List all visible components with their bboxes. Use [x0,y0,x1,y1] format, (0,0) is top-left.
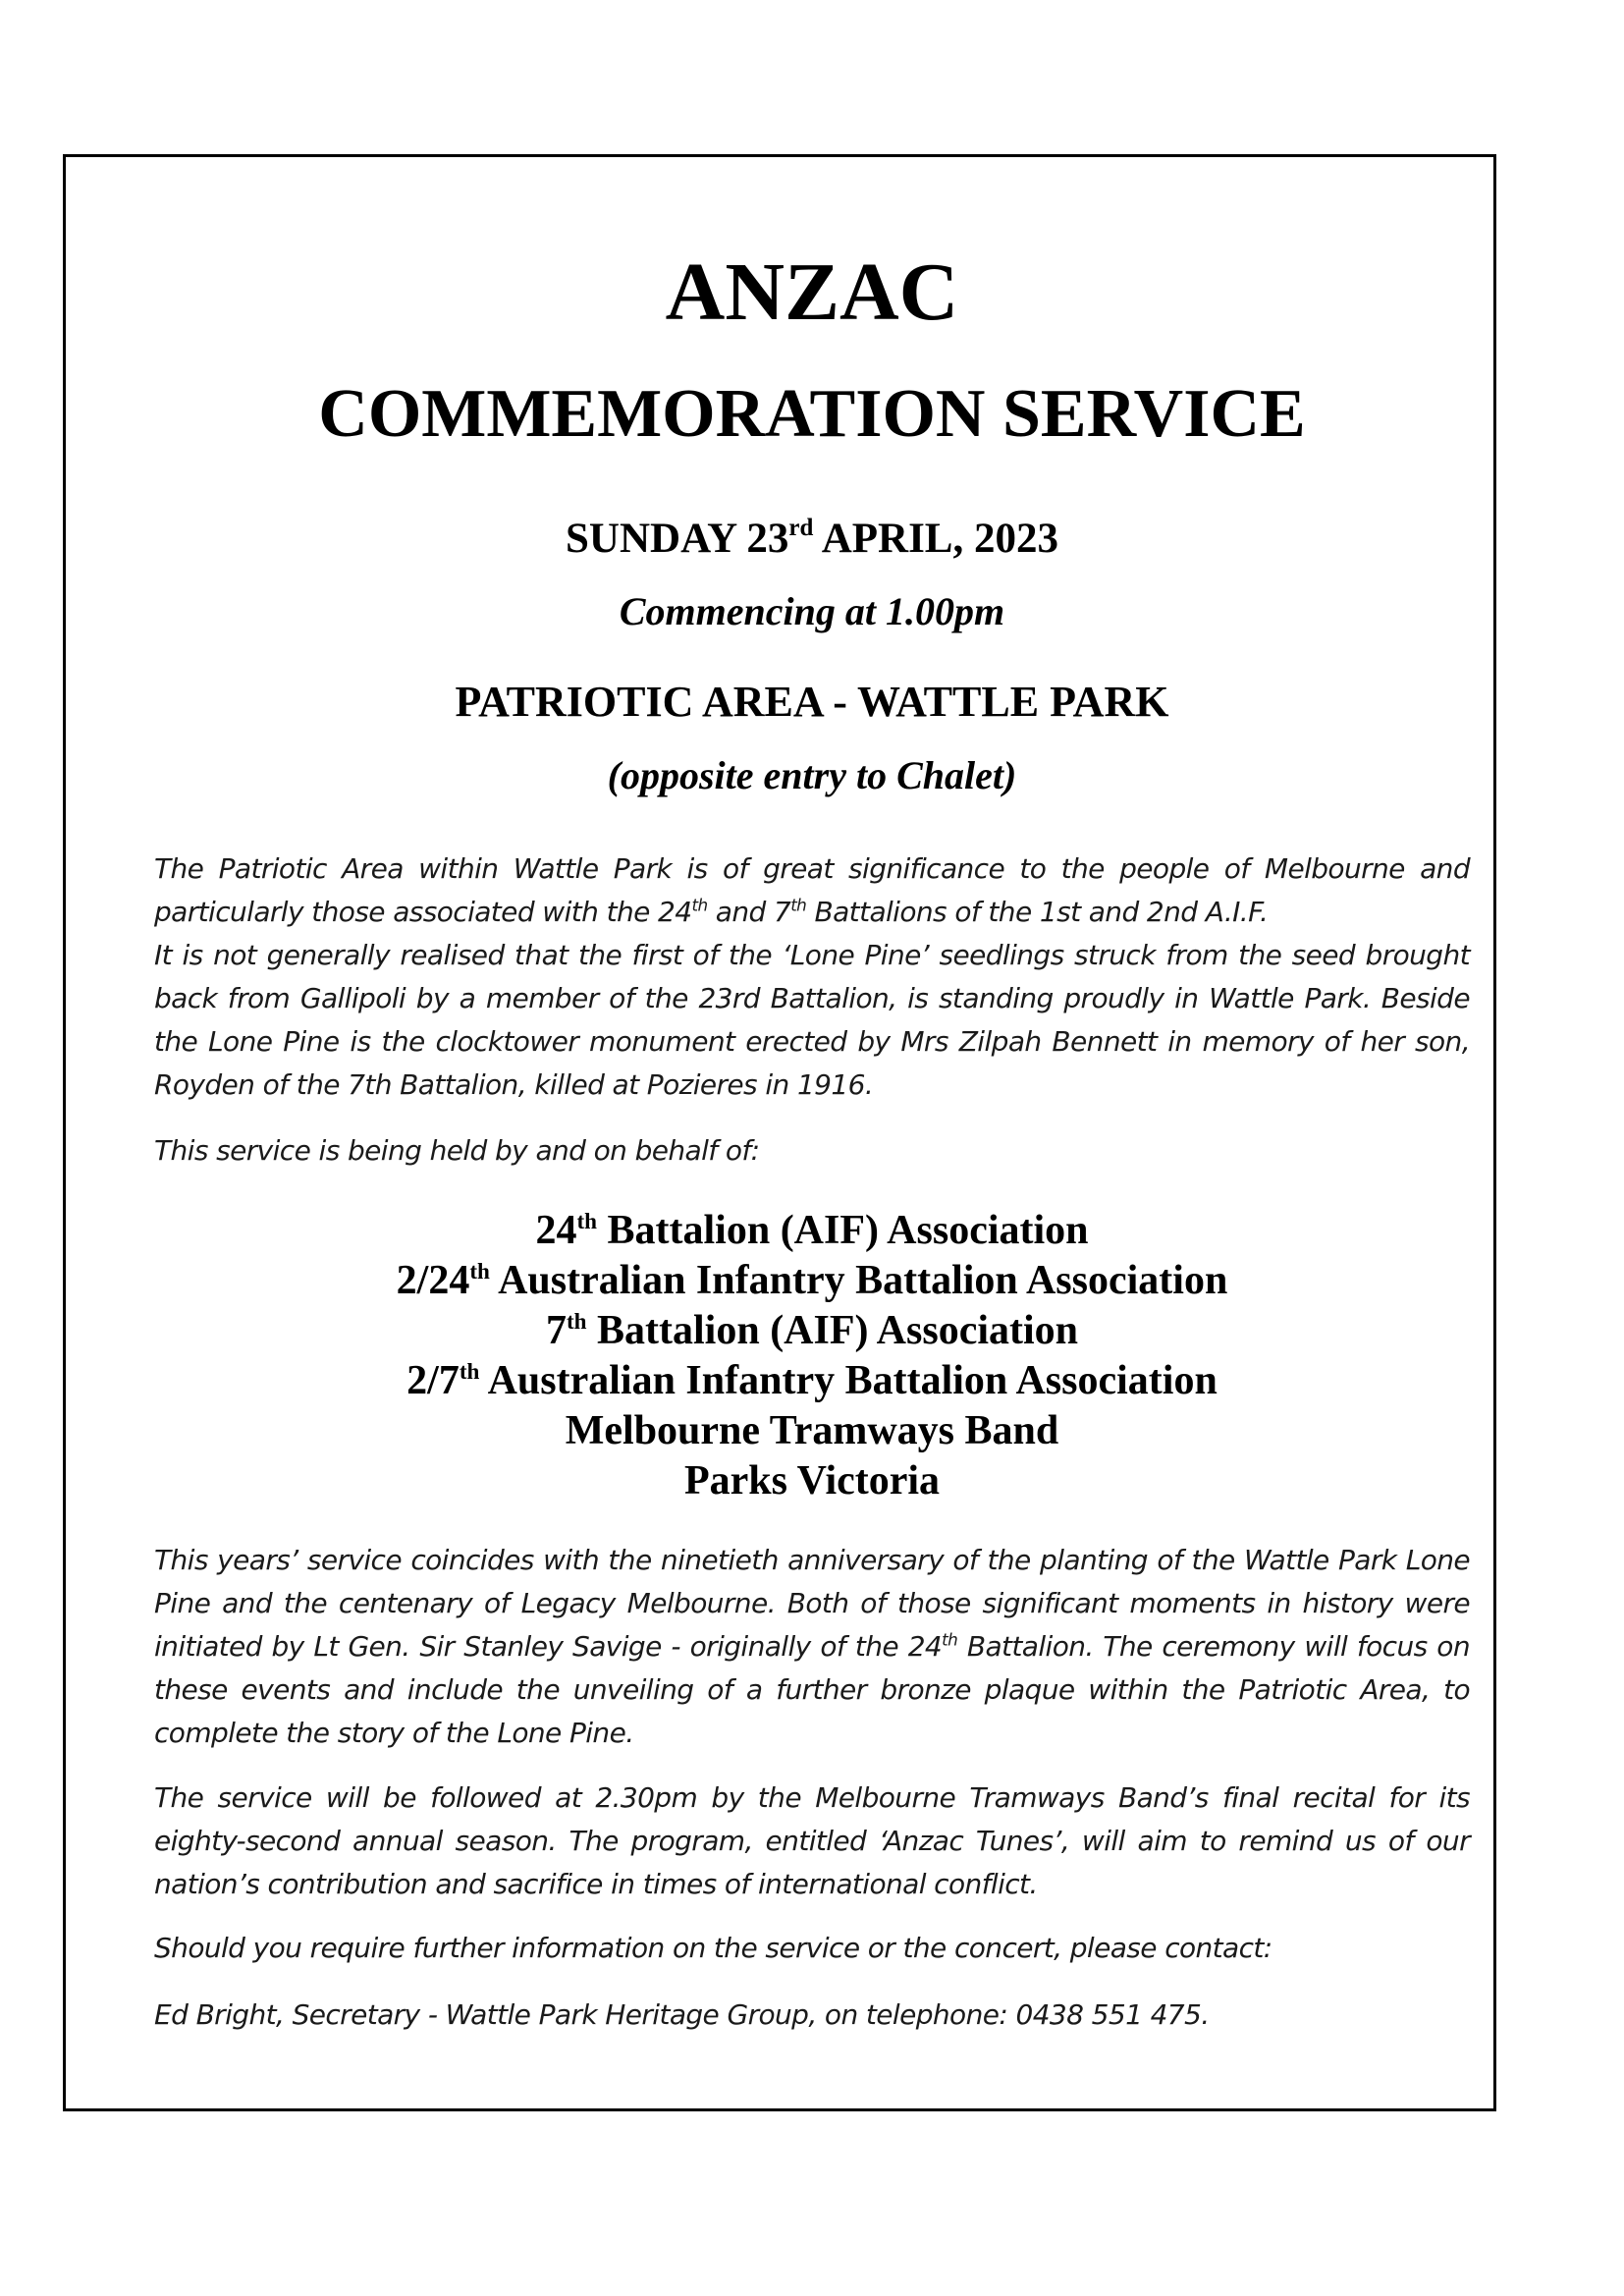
anniversary-paragraph [154,1539,1470,1755]
event-location: PATRIOTIC AREA - WATTLE PARK [455,678,1169,726]
anniversary-text-2: Battalion. The ceremony will focus on these events and include the unveiling of a further bronze plaque within the Patriotic Area, to complete the story of the Lone Pine. [154,1630,1470,1749]
association-item: 2/7th Australian Infantry Battalion Association [406,1358,1218,1403]
intro-text-3: Battalions of the 1st and 2nd A.I.F. [806,896,1269,928]
association-item: Melbourne Tramways Band [565,1408,1059,1453]
recital-paragraph: The service will be followed at 2.30pm by the Melbourne Tramways Band’s final recital for its eighty-second annual season. The program, entitled ‘Anzac Tunes’, will aim to remind us of our nation’s contribution and sacrifice in times of international conflict. [154,1781,1470,1900]
association-list [0,1206,1624,1506]
intro-text-1: The Patriotic Area within Wattle Park is of great significance to the people of Melbourne and particularly those associated with the 24 [154,852,1470,928]
intro-sup-2: th [790,895,807,915]
contact-intro: Should you require further information on the service or the concert, please contact: [154,1932,1272,1964]
association-item: Parks Victoria [683,1458,941,1503]
anniversary-text-1: This years’ service coincides with the ninetieth anniversary of the planting of the Wattle Park Lone Pine and the centenary of Legacy Melbourne. Both of those significant moments in history were initiated by Lt Gen. Sir Stanley Savige - originally of the 24 [154,1544,1470,1663]
intro-text-2: and 7 [707,896,791,928]
event-date [0,515,1624,562]
intro-text-4: It is not generally realised that the first of the ‘Lone Pine’ seedlings struck from the seed brought back from Gallipoli by a member of the 23rd Battalion, is standing proudly in Wattle Park. Beside the Lone Pine is the clocktower monument erected by Mrs Zilpah Bennett in memory of her son, Royden of the 7th Battalion, killed at Pozieres in 1916. [154,939,1470,1101]
contact-details: Ed Bright, Secretary - Wattle Park Heritage Group, on telephone: 0438 551 475. [154,1998,1210,2031]
anniversary-sup: th [942,1629,958,1650]
event-date-suffix: APRIL, 2023 [813,516,1058,562]
event-date-ordinal: rd [788,515,814,542]
page-title: ANZAC [665,246,959,338]
held-by-intro: This service is being held by and on behalf of: [154,1134,760,1167]
association-item: 2/24th Australian Infantry Battalion Association [396,1258,1228,1303]
association-item: 24th Battalion (AIF) Association [535,1208,1089,1253]
event-date-prefix: SUNDAY 23 [566,516,789,562]
association-item: 7th Battalion (AIF) Association [545,1308,1079,1353]
intro-paragraph [154,847,1470,1107]
event-location-note: (opposite entry to Chalet) [607,753,1017,797]
event-time: Commencing at 1.00pm [619,589,1005,633]
page-subtitle: COMMEMORATION SERVICE [318,376,1306,452]
intro-sup-1: th [691,895,708,915]
